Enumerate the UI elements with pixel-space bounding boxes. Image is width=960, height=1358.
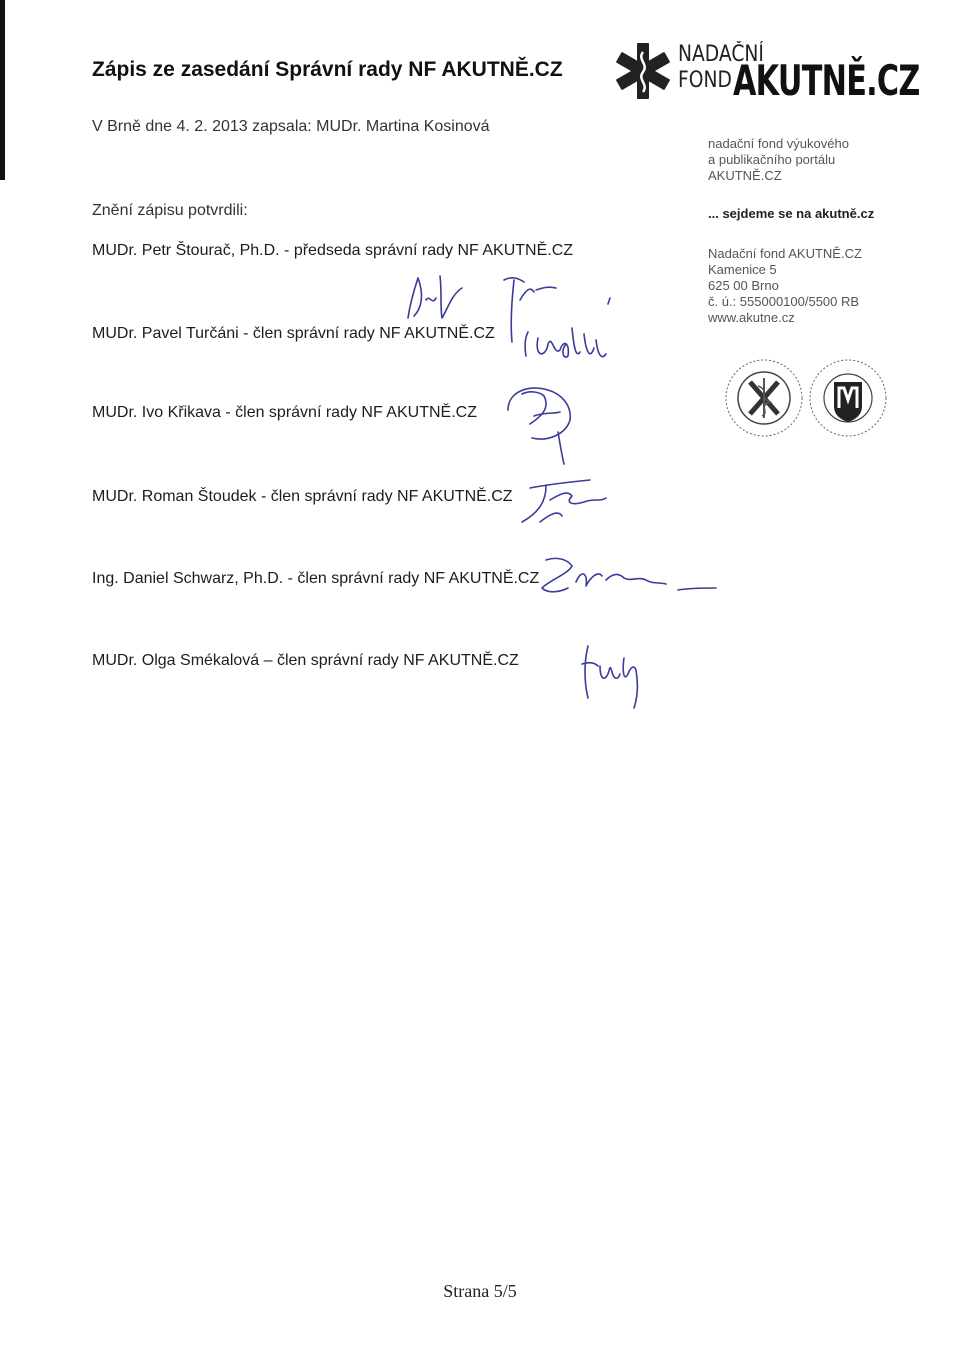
address-line-4: č. ú.: 555000100/5500 RB — [708, 294, 860, 309]
faculty-seal-icon — [722, 356, 806, 440]
logo-brand: AKUTNĚ.CZ — [733, 56, 920, 105]
page-number: Strana 5/5 — [443, 1281, 517, 1301]
university-seal-icon — [806, 356, 890, 440]
description-line-2: a publikačního portálu — [708, 152, 836, 167]
document-title: Zápis ze zasedání Správní rady NF AKUTNĚ.CZ — [92, 58, 563, 81]
address-line-3: 625 00 Brno — [708, 278, 779, 293]
member-line-smekalova: MUDr. Olga Smékalová – člen správní rady NF AKUTNĚ.CZ — [92, 652, 519, 669]
meeting-date-line: V Brně dne 4. 2. 2013 zapsala: MUDr. Martina Kosinová — [92, 118, 490, 135]
member-line-stoudek: MUDr. Roman Štoudek - člen správní rady NF AKUTNĚ.CZ — [92, 488, 513, 505]
address-line-1: Nadační fond AKUTNĚ.CZ — [708, 246, 862, 261]
logo-line-fond: FOND — [678, 68, 732, 93]
signature-stoudek — [510, 472, 610, 532]
member-line-schwarz: Ing. Daniel Schwarz, Ph.D. - člen správní rady NF AKUTNĚ.CZ — [92, 570, 540, 587]
signature-stourac — [396, 270, 486, 326]
address-line-2: Kamenice 5 — [708, 262, 777, 277]
signature-smekalova — [570, 638, 660, 718]
scan-edge-mark — [0, 0, 12, 180]
signature-schwarz — [528, 548, 728, 608]
member-line-turcani: MUDr. Pavel Turčáni - člen správní rady NF AKUTNĚ.CZ — [92, 325, 495, 342]
description-line-1: nadační fond výukového — [708, 136, 849, 151]
logo-line-nadacni: NADAČNÍ — [678, 42, 764, 67]
description-line-3: AKUTNĚ.CZ — [708, 168, 782, 183]
confirmation-label: Znění zápisu potvrdili: — [92, 202, 248, 219]
signature-turcani — [490, 268, 670, 378]
star-of-life-icon — [612, 40, 674, 102]
signature-krikava — [500, 372, 590, 468]
slogan: ... sejdeme se na akutně.cz — [708, 206, 875, 221]
member-line-chairman: MUDr. Petr Štourač, Ph.D. - předseda správní rady NF AKUTNĚ.CZ — [92, 242, 574, 259]
address-line-5: www.akutne.cz — [708, 310, 795, 325]
member-line-krikava: MUDr. Ivo Křikava - člen správní rady NF AKUTNĚ.CZ — [92, 404, 477, 421]
